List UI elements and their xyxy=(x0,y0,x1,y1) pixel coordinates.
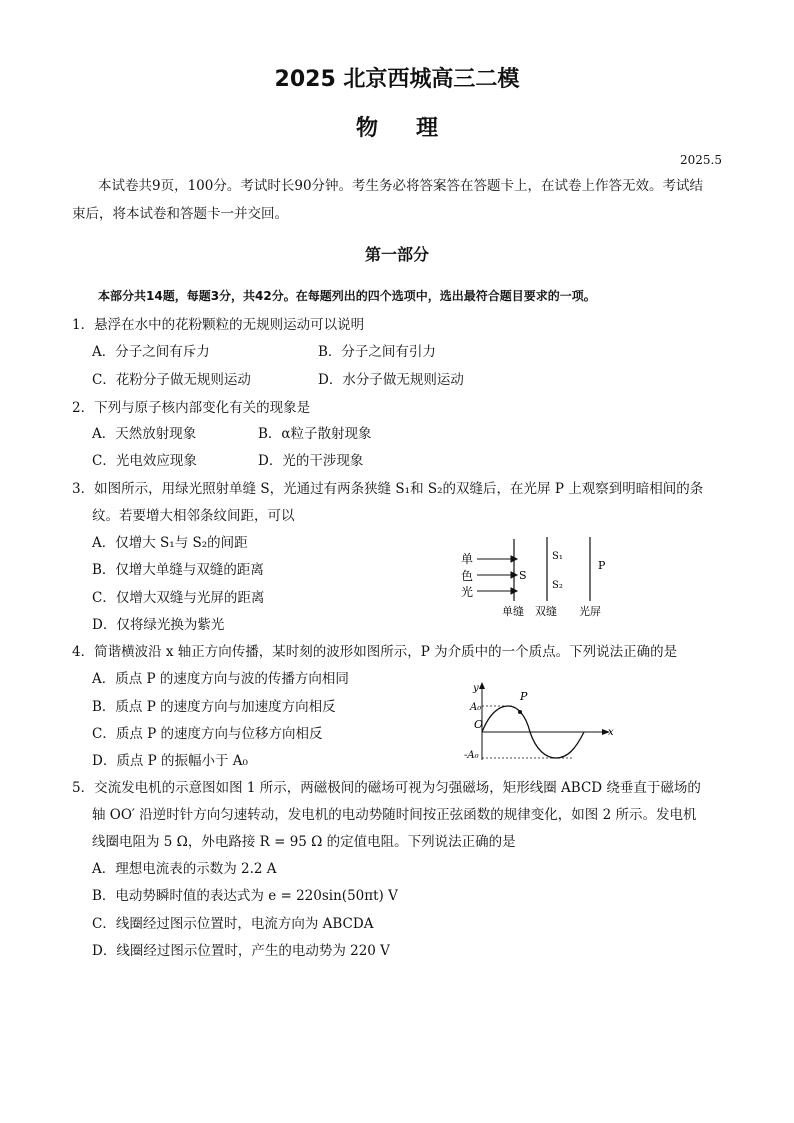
option-a: A．分子之间有斥力 xyxy=(92,344,210,360)
option-d: D．光的干涉现象 xyxy=(258,453,364,469)
question-stem-line-1: 5．交流发电机的示意图如图 1 所示，两磁极间的磁场可视为匀强磁场，矩形线圈 ABCD 绕垂直于磁场的 xyxy=(72,780,701,796)
option-c: C．仅增大双缝与光屏的距离 xyxy=(92,590,265,606)
option-a: A．仅增大 S₁与 S₂的间距 xyxy=(92,535,248,551)
intro-line-1: 本试卷共9页，100分。考试时长90分钟。考生务必将答案答在答题卡上，在试卷上作答无效。考试结 xyxy=(98,178,704,194)
light-arrows xyxy=(477,556,517,594)
slit-s-label: S xyxy=(519,569,527,582)
point-p xyxy=(518,710,522,714)
screen-p-label: P xyxy=(598,559,606,572)
slit-s1-label: S₁ xyxy=(552,551,563,562)
y-axis-label: y xyxy=(473,683,479,694)
option-b: B．α粒子散射现象 xyxy=(258,426,372,442)
amplitude-top-label: A₀ xyxy=(470,702,482,713)
question-stem-line-1: 3．如图所示，用绿光照射单缝 S，光通过有两条狭缝 S₁和 S₂的双缝后，在光屏 P 上观察到明暗相间的条 xyxy=(72,481,704,497)
option-c: C．光电效应现象 xyxy=(92,453,197,469)
intro-line-2: 束后，将本试卷和答题卡一并交回。 xyxy=(72,206,288,222)
option-a: A．理想电流表的示数为 2.2 A xyxy=(92,861,277,877)
origin-label: O xyxy=(474,718,484,731)
section-instructions: 本部分共14题，每题3分，共42分。在每题列出的四个选项中，选出最符合题目要求的一项。 xyxy=(98,289,596,303)
question-stem-line-3: 线圈电阻为 5 Ω，外电路接 R = 95 Ω 的定值电阻。下列说法正确的是 xyxy=(92,834,516,850)
option-c: C．花粉分子做无规则运动 xyxy=(92,372,251,388)
option-a: A．天然放射现象 xyxy=(92,426,197,442)
source-label-2: 色 xyxy=(461,569,474,583)
double-slit-diagram xyxy=(455,535,625,620)
section-title: 第一部分 xyxy=(364,245,429,264)
option-b: B．仅增大单缝与双缝的距离 xyxy=(92,562,264,578)
question-stem-line-2: 轴 OO′ 沿逆时针方向匀速转动，发电机的电动势随时间按正弦函数的规律变化，如图 2 所示。发电机 xyxy=(92,807,697,823)
question-stem: 2．下列与原子核内部变化有关的现象是 xyxy=(72,400,311,416)
option-a: A．质点 P 的速度方向与波的传播方向相同 xyxy=(92,671,349,687)
slit-s2-label: S₂ xyxy=(552,580,563,591)
source-label-1: 单 xyxy=(461,552,474,566)
question-stem: 1．悬浮在水中的花粉颗粒的无规则运动可以说明 xyxy=(72,317,365,333)
option-d: D．仅将绿光换为紫光 xyxy=(92,617,225,633)
option-d: D．线圈经过图示位置时，产生的电动势为 220 V xyxy=(92,943,390,959)
x-axis-label: x xyxy=(608,727,614,738)
label-double-slit: 双缝 xyxy=(535,605,557,618)
y-axis-arrow xyxy=(479,682,485,689)
subject-title: 物理 xyxy=(355,116,476,141)
option-b: B．质点 P 的速度方向与加速度方向相反 xyxy=(92,699,336,715)
option-c: C．线圈经过图示位置时，电流方向为 ABCDA xyxy=(92,916,374,932)
option-b: B．电动势瞬时值的表达式为 e = 220sin(50πt) V xyxy=(92,888,398,904)
point-p-label: P xyxy=(520,690,528,703)
question-stem-line-2: 纹。若要增大相邻条纹间距，可以 xyxy=(92,508,295,524)
option-d: D．质点 P 的振幅小于 A₀ xyxy=(92,753,248,769)
source-label-3: 光 xyxy=(461,585,474,599)
label-single-slit: 单缝 xyxy=(502,605,524,618)
option-d: D．水分子做无规则运动 xyxy=(318,372,464,388)
amplitude-bottom-label: -A₀ xyxy=(464,750,479,761)
exam-date: 2025.5 xyxy=(680,153,722,167)
exam-title: 2025 北京西城高三二模 xyxy=(274,67,520,92)
label-screen: 光屏 xyxy=(579,605,601,618)
wave-diagram xyxy=(460,682,620,764)
option-c: C．质点 P 的速度方向与位移方向相反 xyxy=(92,726,323,742)
option-b: B．分子之间有引力 xyxy=(318,344,436,360)
question-stem: 4．简谐横波沿 x 轴正方向传播，某时刻的波形如图所示，P 为介质中的一个质点。下列说法正确的是 xyxy=(72,644,678,660)
